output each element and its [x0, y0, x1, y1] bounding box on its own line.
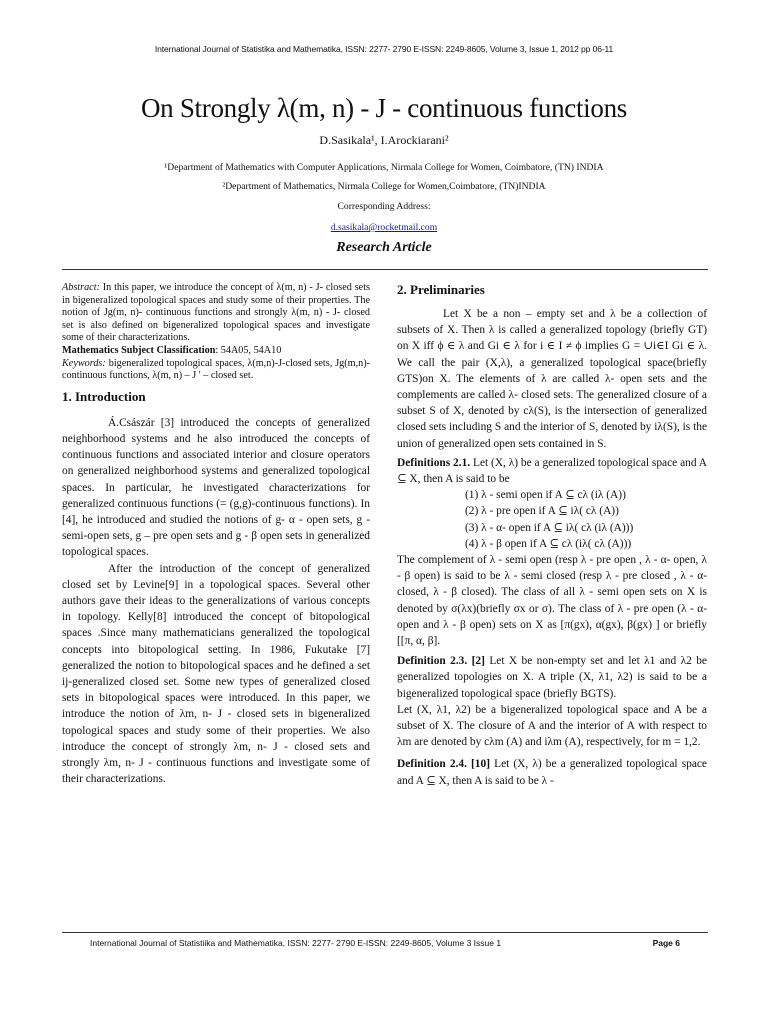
msc-value: : 54A05, 54A10 [215, 344, 282, 356]
definition-2-1-text: Let (X, λ) be a generalized topological space and A ⊆ X, then A is said to be [397, 456, 707, 486]
affiliation-1: ¹Department of Mathematics with Computer Applications, Nirmala College for Women, Coimbatore, (TN) INDIA [164, 162, 604, 173]
top-divider [62, 269, 708, 270]
footer [90, 938, 680, 948]
definition-2-3-text: Let X be non-empty set and let λ1 and λ2 be generalized topologies on X. A triple (X, λ1, λ2) is said to be a bigeneralized topological space (briefly BGTS). [397, 655, 707, 700]
intro-heading: 1. Introduction [62, 388, 146, 404]
msc [62, 345, 370, 358]
keywords-label: Keywords: [62, 357, 106, 369]
intro-paragraph-2: After the introduction of the concept of generalized closed set by Levine[9] in a topological spaces. Several other authors gave their ideas to the generalizations of various concepts in topology. Kelly[8] introduced the concept of bitopological spaces .Since many mathematicians generalized the topological concepts into bitopological setting. In 1986, Fukutake [7] generalized the notion to bitopological spaces and he defined a set ij-generalized closed set. Some new types of generalized closed sets in bitopological spaces were introduced. In this paper, we introduce the notion of λm, n- J - closed sets in bigeneralized topological spaces and study some of their properties. We also introduce the concept of strongly λm, n- J - closed sets and strongly λm, n- J - continuous functions and investigate some of their characterizations. [62, 562, 370, 786]
definition-item-1: (1) λ - semi open if A ⊆ cλ (iλ (A)) [465, 489, 626, 502]
intro-paragraph-1: Á.Császár [3] introduced the concepts of generalized neighborhood systems and he also introduced the concepts of continuous functions and associated interior and closure operators on generalized neighborhood systems and generalized topological spaces. In particular, he investigated characterizations for generalized continuous functions (= (g,g)-continuous functions). In [4], he introduced and studied the notions of g- α - open sets, g - semi-open sets, g – pre open sets and g - β open sets in generalized topological spaces. [62, 416, 370, 559]
right-column [397, 282, 707, 789]
email-link[interactable]: d.sasikala@rocketmail.com [330, 222, 438, 233]
keywords [62, 358, 370, 383]
page-number: Page 6 [652, 938, 680, 948]
journal-header: International Journal of Statistika and Mathematika, ISSN: 2277- 2790 E-ISSN: 2249-8605, Volume 3, Issue 1, 2012 pp 06-11 [154, 44, 614, 54]
abstract-text: In this paper, we introduce the concept of λ(m, n) - J- closed sets in bigeneralized topological spaces and study some of their properties. The notion of Jg(m, n)- continuous functions and strongly λ(m, n) - J- closed set is also defined on bigeneralized topological spaces and investigate some of their characterizations. [62, 282, 370, 344]
definition-2-4-heading: Definition 2.4. [10] [397, 758, 490, 771]
definition-2-3-after: Let (X, λ1, λ2) be a bigeneralized topological space and A be a subset of X. The closure of A and the interior of A with respect to λm are denoted by cλm (A) and iλm (A), respectively, for m = 1,2. [397, 703, 707, 749]
definition-2-1-after: The complement of λ - semi open (resp λ - pre open , λ - α- open, λ - β open) is said to be λ - semi closed (resp λ - pre closed , λ - α- closed, λ - β closed). The class of all λ - semi open sets on X is denoted by σ(λx)(briefly σx or σ). The class of λ - pre open (λ - α- open and λ - β open) sets on X as [π(gx), α(gx), β(gx) ] or briefly [[π, α, β]. [397, 554, 707, 648]
definition-item-2: (2) λ - pre open if A ⊆ iλ( cλ (A)) [465, 505, 619, 518]
prelim-heading: 2. Preliminaries [397, 282, 485, 297]
prelim-paragraph-1: Let X be a non – empty set and λ be a collection of subsets of X. Then λ is called a generalized topology (briefly GT) on X iff ϕ ∈ λ and Gi ∈ λ for i ∈ I ≠ ϕ implies G = ∪i∈I Gi ∈ λ. We call the pair (X,λ), a generalized topological space(briefly GTS)on X. The elements of λ are called λ- open sets and the complements are called λ- closed sets. The generalized closure of a subset S of X, denoted by cλ(S), is the intersection of generalized closed sets including S and the interior of S, denoted by iλ(S), is the union of generalized open sets contained in S. [397, 308, 707, 450]
affiliation-2: ²Department of Mathematics, Nirmala College for Women,Coimbatore, (TN)INDIA [222, 181, 546, 192]
definition-2-1 [397, 455, 707, 487]
abstract-label: Abstract: [62, 282, 100, 293]
corresponding-label: Corresponding Address: [337, 201, 431, 212]
left-column [62, 282, 370, 787]
bottom-divider [62, 932, 708, 933]
page-title: On Strongly λ(m, n) - J - continuous functions [140, 93, 627, 123]
article-type: Research Article [336, 240, 432, 255]
authors: D.Sasikala¹, I.Arockiarani² [319, 133, 449, 147]
footer-journal: International Journal of Statistiika and Mathematika, ISSN: 2277- 2790 E-ISSN: 2249-8605, Volume 3 Issue 1 [90, 938, 502, 948]
abstract [62, 282, 370, 345]
definition-item-4: (4) λ - β open if A ⊆ cλ (iλ( cλ (A))) [465, 537, 632, 550]
definition-item-3: (3) λ - α- open if A ⊆ iλ( cλ (iλ (A))) [465, 521, 634, 534]
definition-2-3 [397, 653, 707, 702]
msc-label: Mathematics Subject Classification [62, 344, 216, 356]
definition-2-1-heading: Definitions 2.1. [397, 456, 471, 469]
email-container [0, 222, 768, 233]
definition-2-4-text: Let (X, λ) be a generalized topological space and A ⊆ X, then A is said to be λ - [397, 758, 707, 787]
definition-2-4 [397, 756, 707, 788]
keywords-text: bigeneralized topological spaces, λ(m,n)-J-closed sets, Jg(m,n)- continuous functions, λ(m, n) – J ' – closed set. [62, 357, 371, 382]
definition-2-3-heading: Definition 2.3. [2] [397, 655, 485, 668]
